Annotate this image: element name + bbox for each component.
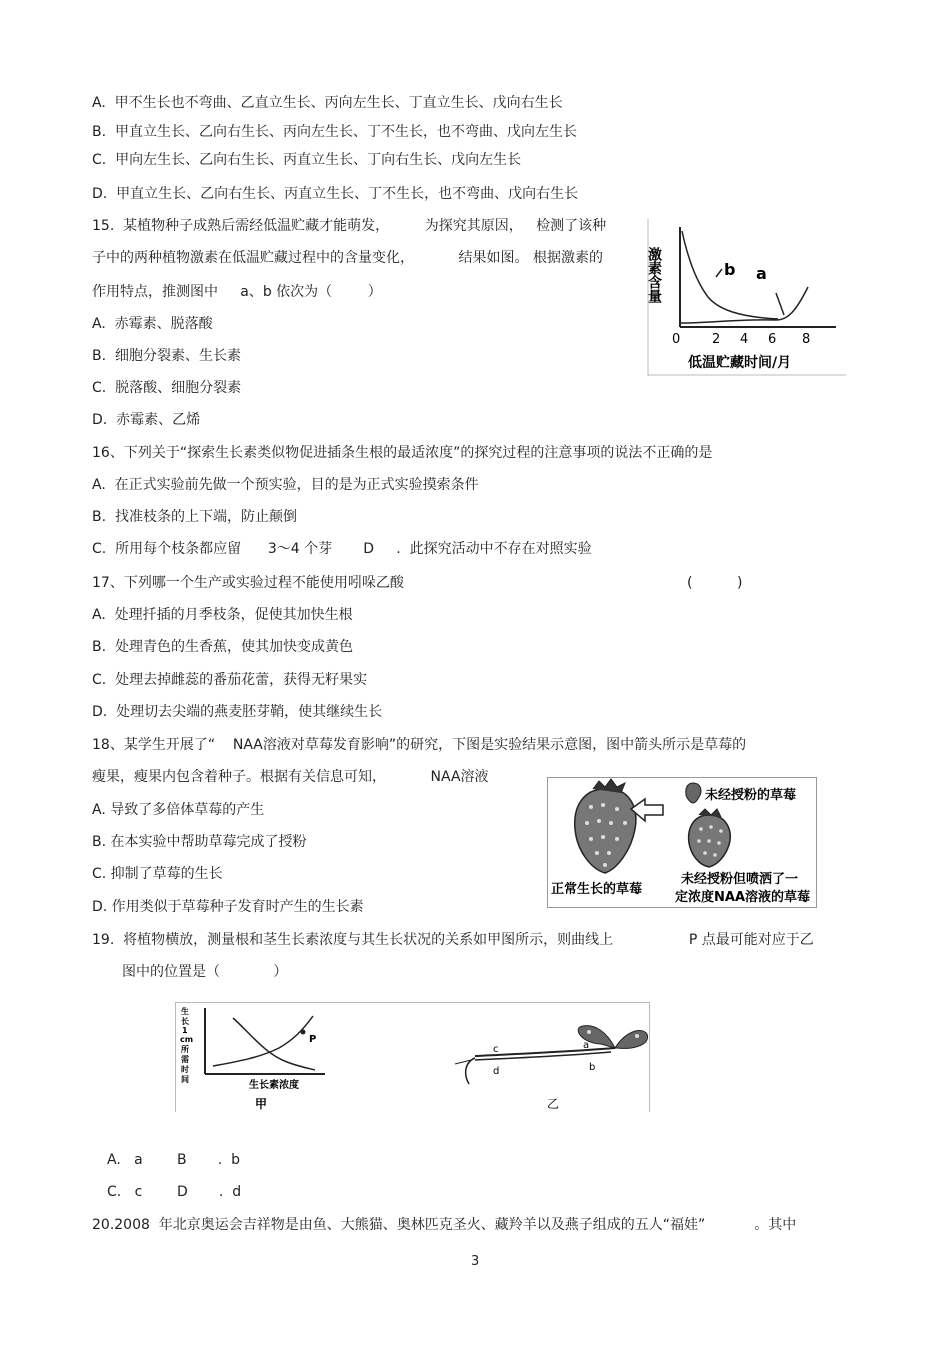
q17-option-d: D. 处理切去尖端的燕麦胚芽鞘，使其继续生长 [92, 704, 383, 720]
svg-text:时: 时 [181, 1065, 189, 1074]
horizontal-plant-image [455, 1026, 648, 1084]
q19-option-c: C. c [107, 1184, 143, 1200]
q19-label-d: d [493, 1066, 500, 1077]
svg-text:间: 间 [181, 1075, 189, 1084]
jia-curve-falling [233, 1018, 315, 1070]
svg-text:1: 1 [182, 1026, 188, 1035]
q18-label-normal: 正常生长的草莓 [551, 882, 643, 897]
normal-strawberry-image [575, 779, 636, 873]
curve-a [680, 287, 808, 323]
q18-option-b: B. 在本实验中帮助草莓完成了授粉 [92, 834, 307, 850]
q19-stem-line1: 19. 将植物横放，测量根和茎生长素浓度与其生长状况的关系如甲图所示，则曲线上 P 点最可能对应于乙 [92, 932, 814, 948]
q19-label-c: c [493, 1044, 499, 1055]
q16-option-a: A. 在正式实验前先做一个预实验，目的是为正式实验摸索条件 [92, 477, 479, 493]
q18-strawberry-figure [547, 777, 817, 908]
q16-option-cd: C. 所用每个枝条都应留 3～4 个芽 D . 此探究活动中不存在对照实验 [92, 541, 592, 557]
q19-caption-jia: 甲 [255, 1097, 268, 1111]
svg-text:长: 长 [181, 1017, 189, 1026]
q17-option-a: A. 处理扦插的月季枝条，促使其加快生根 [92, 607, 353, 623]
page-number: 3 [471, 1254, 480, 1269]
q16-stem: 16、下列关于“探索生长素类似物促进插条生根的最适浓度”的探究过程的注意事项的说法不正确的是 [92, 445, 713, 461]
point-p [301, 1030, 306, 1035]
q15-ylabel: 激素含量 [646, 247, 662, 303]
q15-option-c: C. 脱落酸、细胞分裂素 [92, 380, 242, 396]
q17-stem: 17、下列哪一个生产或实验过程不能使用吲哚乙酸 [92, 575, 404, 591]
q15-xlabel: 低温贮藏时间/月 [688, 355, 792, 371]
q18-stem-line1: 18、某学生开展了“ NAA溶液对草莓发育影响”的研究，下图是实验结果示意图，图中箭头所示是草莓的 [92, 737, 747, 753]
q17-answer-paren: ( ) [687, 575, 743, 591]
q18-stem-line2: 瘦果，瘦果内包含着种子。根据有关信息可知， NAA溶液 [92, 769, 489, 785]
q18-option-a: A. 导致了多倍体草莓的产生 [92, 802, 265, 818]
q19-label-b: b [589, 1062, 596, 1073]
q15-option-a: A. 赤霉素、脱落酸 [92, 316, 213, 332]
q15-hormone-figure [648, 219, 846, 376]
x-tick-4: 4 [740, 332, 749, 347]
q16-option-b: B. 找准枝条的上下端，防止颠倒 [92, 509, 297, 525]
svg-text:需: 需 [181, 1055, 189, 1064]
svg-text:cm: cm [180, 1035, 194, 1044]
q18-label-naa-line1: 未经授粉但喷洒了一 [681, 872, 799, 887]
x-tick-0: 0 [672, 332, 681, 347]
small-strawberry-image [686, 783, 701, 803]
x-tick-6: 6 [768, 332, 777, 347]
q19-caption-yi: 乙 [547, 1097, 560, 1111]
q18-label-naa-line2: 定浓度NAA溶液的草莓 [675, 890, 811, 905]
q14-option-a: A. 甲不生长也不弯曲、乙直立生长、丙向左生长、丁直立生长、戊向右生长 [92, 95, 563, 111]
q19-option-b: B . b [177, 1152, 240, 1168]
q17-option-b: B. 处理青色的生香蕉，使其加快变成黄色 [92, 639, 353, 655]
q19-ylabel [180, 1006, 193, 1084]
naa-strawberry-image [689, 809, 731, 867]
q15-option-b: B. 细胞分裂素、生长素 [92, 348, 241, 364]
x-tick-2: 2 [712, 332, 721, 347]
q19-option-d: D . d [177, 1184, 242, 1200]
q18-label-top: 未经授粉的草莓 [705, 788, 797, 803]
q18-option-d: D. 作用类似于草莓种子发育时产生的生长素 [92, 899, 364, 915]
svg-text:生: 生 [181, 1007, 189, 1016]
x-tick-8: 8 [802, 332, 811, 347]
q15-stem-line2: 子中的两种植物激素在低温贮藏过程中的含量变化， 结果如图。 根据激素的 [92, 250, 603, 266]
q19-label-a: a [583, 1040, 590, 1051]
q19-point-label: P [309, 1034, 317, 1045]
q15-option-d: D. 赤霉素、乙烯 [92, 412, 201, 428]
q14-option-c: C. 甲向左生长、乙向右生长、丙直立生长、丁向右生长、戊向左生长 [92, 152, 522, 168]
q14-option-b: B. 甲直立生长、乙向右生长、丙向左生长、丁不生长，也不弯曲、戊向左生长 [92, 124, 577, 140]
jia-curve-rising [213, 1016, 313, 1066]
q14-option-d: D. 甲直立生长、乙向右生长、丙直立生长、丁不生长，也不弯曲、戊向右生长 [92, 186, 579, 202]
q15-stem-line1: 15. 某植物种子成熟后需经低温贮藏才能萌发， 为探究其原因， 检测了该种 [92, 218, 607, 234]
q19-xlabel: 生长素浓度 [249, 1080, 299, 1091]
q19-stem-line2: 图中的位置是（ ） [122, 964, 288, 980]
svg-text:所: 所 [181, 1045, 189, 1054]
q20-stem: 20.2008 年北京奥运会吉祥物是由鱼、大熊猫、奥林匹克圣火、藏羚羊以及燕子组成的五人“福娃” 。其中 [92, 1217, 797, 1233]
q15-label-a: a [756, 264, 767, 283]
q15-label-b: b [724, 260, 736, 279]
q17-option-c: C. 处理去掉雌蕊的番茄花蕾，获得无籽果实 [92, 672, 368, 688]
q19-option-a: A. a [107, 1152, 143, 1168]
q15-stem-line3: 作用特点，推测图中 a、b 依次为（ ） [92, 284, 382, 300]
q19-figure [175, 1002, 650, 1112]
q18-option-c: C. 抑制了草莓的生长 [92, 866, 223, 882]
